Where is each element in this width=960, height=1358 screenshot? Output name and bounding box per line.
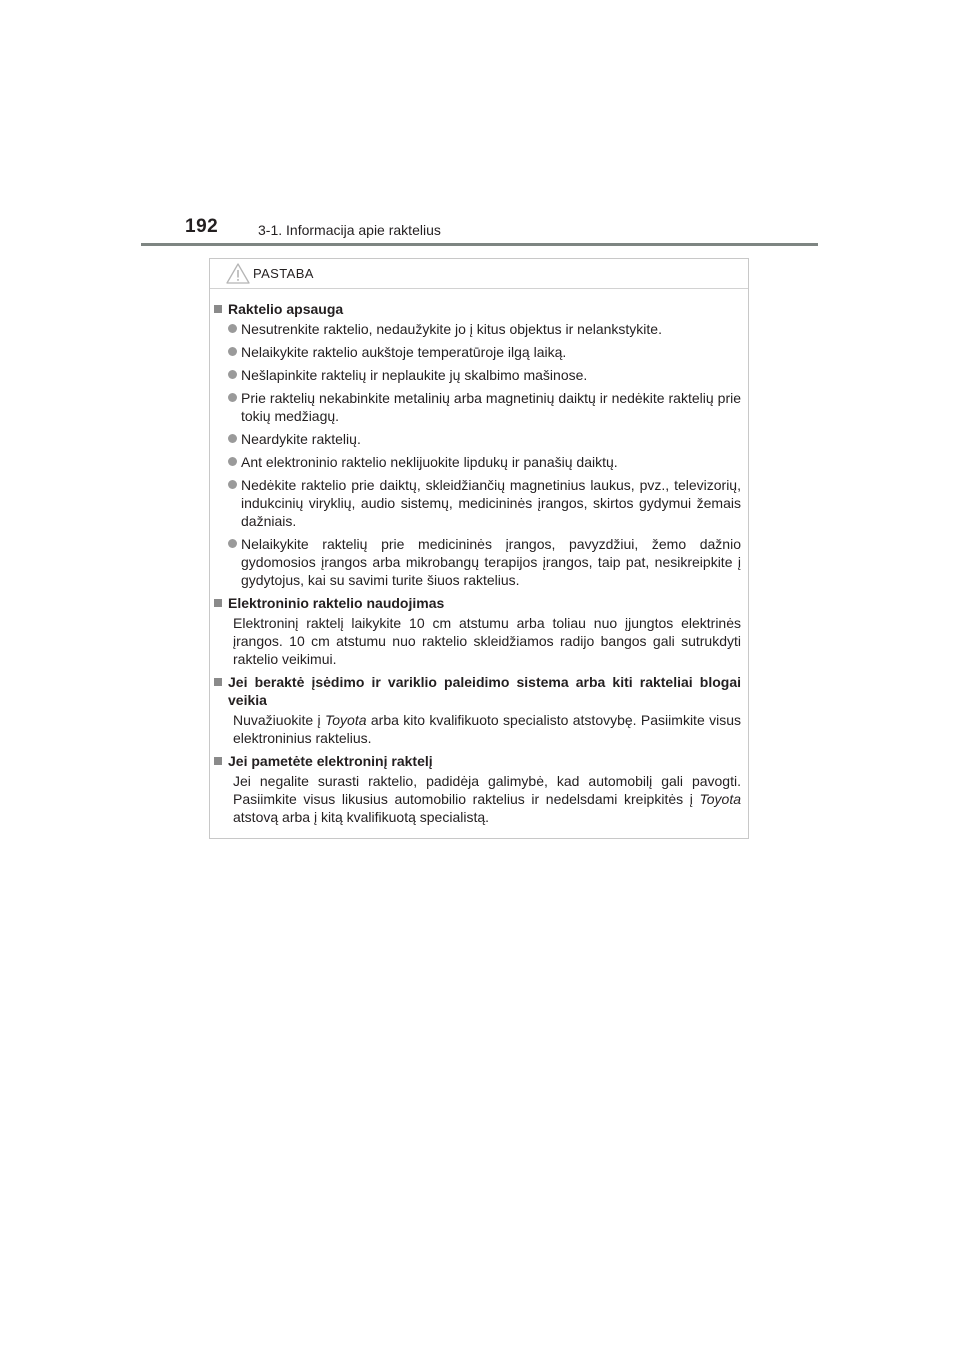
notice-box <box>209 258 749 839</box>
section-title-electronic-key-use: Elektroninio raktelio naudojimas <box>228 595 445 611</box>
square-bullet-icon <box>214 678 222 686</box>
square-bullet-icon <box>214 757 222 765</box>
circle-bullet-icon <box>228 324 237 333</box>
notice-body <box>210 289 748 826</box>
section-title: 3-1. Informacija apie raktelius <box>258 222 441 238</box>
section-electronic-key-use <box>214 594 741 668</box>
square-bullet-icon <box>214 599 222 607</box>
section-title-lost-key: Jei pametėte elektroninį raktelį <box>228 753 433 769</box>
notice-header <box>210 259 748 289</box>
list-item: Nelaikykite raktelių prie medicininės įrangos, pavyzdžiui, žemo dažnio gydomosios įrangos arba mikrobangų terapijos įrangos, taip pat, nesikreipkite į gydytojus, kai su savimi turite šiuos raktelius. <box>228 535 741 589</box>
list-item: Neardykite raktelių. <box>228 430 741 448</box>
notice-title: PASTABA <box>253 266 314 281</box>
section-lost-key <box>214 752 741 826</box>
list-item: Nesutrenkite raktelio, nedaužykite jo į kitus objektus ir nelankstykite. <box>228 320 741 338</box>
section-title-key-protection: Raktelio apsauga <box>228 301 344 317</box>
circle-bullet-icon <box>228 457 237 466</box>
section-malfunction <box>214 673 741 747</box>
list-item: Ant elektroninio raktelio neklijuokite lipdukų ir panašių daiktų. <box>228 453 741 471</box>
section-paragraph: Nuvažiuokite į Toyota arba kito kvalifikuoto specialisto atstovybę. Pasiimkite visus elektroninius raktelius. <box>233 712 741 746</box>
circle-bullet-icon <box>228 370 237 379</box>
brand-name: Toyota <box>325 712 367 728</box>
circle-bullet-icon <box>228 393 237 402</box>
circle-bullet-icon <box>228 347 237 356</box>
circle-bullet-icon <box>228 539 237 548</box>
warning-triangle-icon <box>226 263 250 284</box>
circle-bullet-icon <box>228 434 237 443</box>
section-key-protection <box>214 300 741 589</box>
section-paragraph: Jei negalite surasti raktelio, padidėja galimybė, kad automobilį gali pavogti. Pasiimkite visus likusius automobilio raktelius ir nedelsdami kreipkitės į Toyota atstovą arba į kitą kvalifikuotą specialistą. <box>233 773 741 825</box>
header-rule <box>141 243 818 246</box>
brand-name: Toyota <box>699 791 741 807</box>
square-bullet-icon <box>214 305 222 313</box>
list-item: Prie raktelių nekabinkite metalinių arba magnetinių daiktų ir nedėkite raktelių prie tokių medžiagų. <box>228 389 741 425</box>
section-paragraph: Elektroninį raktelį laikykite 10 cm atstumu arba toliau nuo įjungtos elektrinės įrangos. 10 cm atstumu nuo raktelio skleidžiamos radijo bangos gali sutrukdyti raktelio veikimui. <box>233 615 741 667</box>
list-item: Nelaikykite raktelio aukštoje temperatūroje ilgą laiką. <box>228 343 741 361</box>
list-item: Nedėkite raktelio prie daiktų, skleidžiančių magnetinius laukus, pvz., televizorių, indukcinių viryklių, audio sistemų, medicininės įrangos, skirtos gydymui žemais dažniais. <box>228 476 741 530</box>
page-number: 192 <box>185 216 219 237</box>
circle-bullet-icon <box>228 480 237 489</box>
section-title-malfunction: Jei beraktė įsėdimo ir variklio paleidimo sistema arba kiti rakteliai blogai veikia <box>228 674 741 708</box>
list-item: Nešlapinkite raktelių ir neplaukite jų skalbimo mašinose. <box>228 366 741 384</box>
